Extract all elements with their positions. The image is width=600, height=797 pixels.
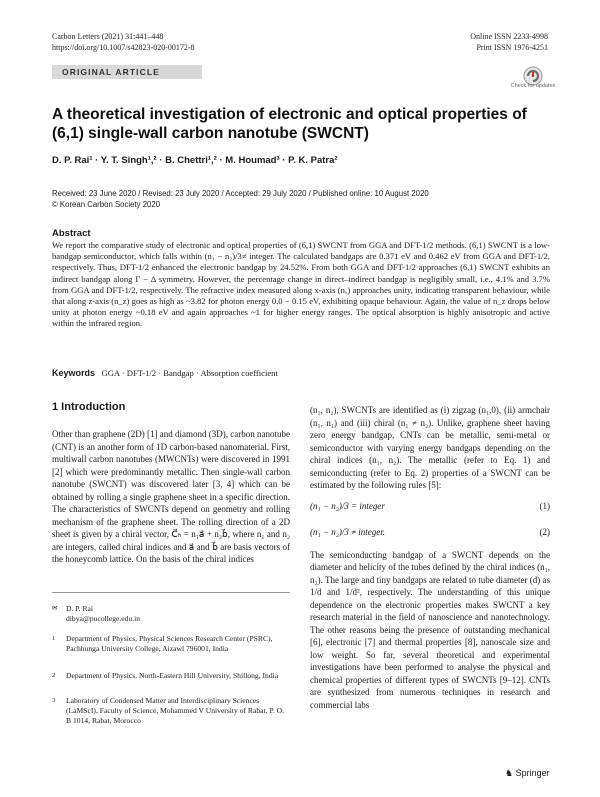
journal-citation xyxy=(52,31,195,53)
affiliation-1-text: Department of Physics, Physical Sciences Research Center (PSRC), Pachhunga University College, Aizawl 796001, India xyxy=(66,634,273,653)
publisher-logo xyxy=(505,768,550,779)
history-dates: Received: 23 June 2020 / Revised: 23 July 2020 / Accepted: 29 July 2020 / Published online: 10 August 2020 xyxy=(52,189,429,198)
abstract-heading: Abstract xyxy=(52,228,91,239)
authors-text: D. P. Rai¹ · Y. T. Singh¹,² · B. Chettri¹,² · M. Houmad³ · P. K. Patra² xyxy=(52,155,338,166)
equation-2 xyxy=(310,526,550,539)
intro-left-column: Other than graphene (2D) [1] and diamond (3D), carbon nanotube (CNT) is an another form of 1D carbon-based nanomaterial. First, multiwall carbon nanotubes (MWCNTs) were discovered in 1991 [2] which were predominantly metallic. Then single-wall carbon nanotube (SWCNT) was discovered later [3, 4] which can be obtained by rolling a single graphene sheet in a specific direction. The characteristics of SWCNTs depend on geometry and rolling mechanism of the graphene sheet. The rolling direction of a 2D sheet is given by a chiral vector, C⃗ₕ = n₁a⃗ + n₂b⃗, where n₁ and n₂ are integers, called chiral indices and a⃗ and b⃗ are basis vectors of the honeycomb lattice. On the basis of the chiral indices xyxy=(52,429,290,564)
keywords-text: GGA · DFT-1/2 · Bandgap · Absorption coefficient xyxy=(101,368,278,378)
affiliation-2-number: 2 xyxy=(52,672,56,679)
equation-1 xyxy=(310,500,550,513)
equation-2-text: (n₁ − n₂)/3 ≠ integer. xyxy=(310,527,386,537)
abstract-text: We report the comparative study of electronic and optical properties of (6,1) SWCNT from GGA and DFT-1/2 methods. (6,1) SWCNT is a low-bandgap semiconductor, which falls within (n₁ − n₂)/3≠ integer. The calculated bandgaps are 0.371 eV and 0.462 eV from GGA and DFT-1/2, respectively. Thus, DFT-1/2 enhanced the electronic bandgap by 24.52%. From both GGA and DFT-1/2 approaches (6,1) SWCNT exhibits an indirect bandgap along Γ − Δ symmetry. However, the percentage change in direct–indirect bandgap is negligibly small, i.e., 4.1% and 3.7% from GGA and DFT-1/2, respectively. The refractive index measured along x-axis (nₓ) approaches unity, indicating transparent behaviour, while that along z-axis (n_z) goes as high as ~3.82 for photon energy 0.0 − 0.15 eV, exhibiting opaque behaviour. Again, the value of n_z drops below unity at photon energy ~0.18 eV and again approaches ~1 for higher energy ranges. The optical absorption is highly anisotropic and active within the infrared region. xyxy=(52,240,550,329)
springer-horse-icon: ♞ xyxy=(505,768,514,778)
copyright: © Korean Carbon Society 2020 xyxy=(52,200,161,209)
equation-1-number: (1) xyxy=(539,500,550,511)
keywords xyxy=(52,368,550,378)
article-title: A theoretical investigation of electronic and optical properties of (6,1) single-wall carbon nanotube (SWCNT) xyxy=(52,106,527,142)
equation-1-text: (n₁ − n₂)/3 = integer xyxy=(310,500,385,511)
journal-line: Carbon Letters (2021) 31:441–448 xyxy=(52,32,164,41)
doi-link[interactable]: https://doi.org/10.1007/s42823-020-00172-8 xyxy=(52,43,195,52)
intro-right-paragraph-2: The semiconducting bandgap of a SWCNT depends on the diameter and helicity of the tubes defined by the chiral indices (n₁, n₂). The large and tiny bandgaps are related to tube diameter (d) as 1/d and 1/d², respectively. The understanding of this unique dependence on the electronic properties makes SWCNT a key research material in the field of nanoscience and nanotechnology. The other reasons being the presence of outstanding mechanical [6], electronic [7] and thermal properties [8], nanoscale size and low weight. So far, several theoretical and experimental investigations have been performed to analyse the physical and chemical properties of different types of SWCNTs [9–12]. CNTs are synthesized from numerous techniques in research and commercial labs xyxy=(310,549,550,710)
issn-block xyxy=(470,31,548,53)
publication-dates xyxy=(52,188,552,210)
mail-icon: ✉ xyxy=(52,605,58,612)
article-type-badge: ORIGINAL ARTICLE xyxy=(52,65,202,79)
section-heading: 1 Introduction xyxy=(52,401,126,413)
intro-right-paragraph-1: (n₁, n₂), SWCNTs are identified as (i) zigzag (n₁,0), (ii) armchair (n₁, n₁) and (iii) chiral (n₁ ≠ n₂). Unlike, graphene sheet having zero energy bandgap, CNTs can be metallic, semi-metal or semiconductor with varying energy bandgaps depending on the chiral indices (n₁, n₂). The metallic (refer to Eq. 1) and semiconducting (refer to Eq. 2) properties of a SWCNT can be estimated by the following rules [5]: xyxy=(310,405,550,490)
footnote-divider xyxy=(52,592,290,593)
publisher-name: Springer xyxy=(515,768,550,778)
contact-name: D. P. Rai xyxy=(66,604,94,613)
issn-print: Print ISSN 1976-4251 xyxy=(476,43,548,52)
affiliation-3-text: Laboratory of Condensed Matter and Interdisciplinary Sciences (LaMScI), Faculty of Science, Mohammed V University of Rabat, P. O. B 1014, Rabat, Morocco xyxy=(66,696,285,725)
author-list xyxy=(52,154,552,167)
affiliation-2-text: Department of Physics, North-Eastern Hill University, Shillong, India xyxy=(66,671,279,680)
check-for-updates-label: Check for updates xyxy=(510,83,556,89)
affiliation-3-number: 3 xyxy=(52,697,56,704)
affiliation-1-number: 1 xyxy=(52,635,56,642)
issn-online: Online ISSN 2233-4998 xyxy=(470,32,548,41)
keywords-label: Keywords xyxy=(52,368,96,378)
equation-2-number: (2) xyxy=(539,527,550,537)
intro-right-column xyxy=(310,404,550,711)
contact-email[interactable]: dibya@pucollege.edu.in xyxy=(66,614,141,623)
